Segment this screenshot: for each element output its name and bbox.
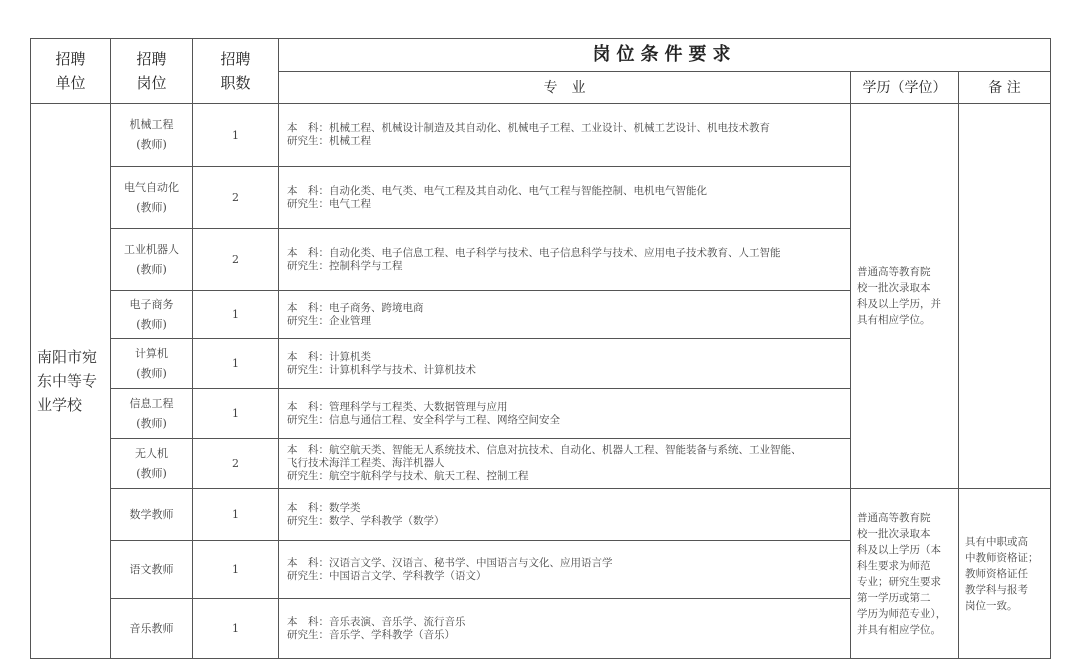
header-major: 专 业 bbox=[279, 72, 851, 104]
major-line: 本 科：自动化类、电子信息工程、电子科学与技术、电子信息科学与技术、应用电子技术教育、人工智能 bbox=[287, 246, 781, 259]
position-line: (教师) bbox=[136, 366, 167, 380]
remarks-line: 岗位一致。 bbox=[965, 599, 1018, 612]
header-unit: 招聘 单位 bbox=[31, 39, 111, 104]
major-line: 研究生：机械工程 bbox=[287, 135, 371, 147]
education-line: 专业；研究生要求 bbox=[857, 575, 941, 588]
major-line: 飞行技术海洋工程类、海洋机器人 bbox=[287, 457, 445, 469]
unit-name bbox=[31, 104, 111, 659]
remarks-line: 中教师资格证； bbox=[965, 551, 1039, 564]
education-line: 具有相应学位。 bbox=[857, 314, 931, 326]
count-cell: 2 bbox=[193, 229, 279, 291]
position-cell bbox=[111, 541, 193, 599]
position-line: 音乐教师 bbox=[129, 621, 174, 635]
education-line: 并具有相应学位。 bbox=[857, 623, 941, 636]
major-line: 研究生：电气工程 bbox=[287, 197, 371, 210]
header-education: 学历（学位） bbox=[851, 72, 959, 104]
position-line: (教师) bbox=[136, 200, 167, 214]
position-line: 机械工程 bbox=[129, 118, 174, 131]
header-requirements: 岗位条件要求 bbox=[279, 39, 1051, 72]
major-cell bbox=[279, 541, 851, 599]
position-line: 无人机 bbox=[135, 446, 168, 460]
count-cell: 1 bbox=[193, 389, 279, 439]
position-cell bbox=[111, 489, 193, 541]
major-line: 本 科：机械工程、机械设计制造及其自动化、机械电子工程、工业设计、机械工艺设计、机电技术教育 bbox=[287, 122, 770, 134]
major-line: 研究生：数学、学科教学（数学） bbox=[287, 514, 445, 527]
remarks-line: 具有中职或高 bbox=[965, 535, 1028, 548]
major-line: 研究生：信息与通信工程、安全科学与工程、网络空间安全 bbox=[287, 413, 560, 426]
remarks-cell-group2 bbox=[959, 489, 1051, 659]
position-cell bbox=[111, 104, 193, 167]
count-cell: 2 bbox=[193, 439, 279, 489]
major-cell bbox=[279, 104, 851, 167]
count-cell: 1 bbox=[193, 339, 279, 389]
unit-name-line: 业学校 bbox=[37, 396, 83, 414]
major-line: 本 科：自动化类、电气类、电气工程及其自动化、电气工程与智能控制、电机电气智能化 bbox=[287, 184, 707, 197]
education-cell-group2 bbox=[851, 489, 959, 659]
education-line: 第一学历或第二 bbox=[857, 591, 931, 604]
major-line: 本 科：汉语言文学、汉语言、秘书学、中国语言与文化、应用语言学 bbox=[287, 556, 613, 569]
major-line: 研究生：航空宇航科学与技术、航天工程、控制工程 bbox=[287, 470, 529, 482]
position-line: 信息工程 bbox=[129, 396, 174, 410]
major-line: 本 科：计算机类 bbox=[287, 350, 371, 363]
count-cell: 1 bbox=[193, 291, 279, 339]
education-line: 普通高等教育院 bbox=[857, 266, 931, 278]
major-line: 研究生：控制科学与工程 bbox=[287, 259, 403, 272]
position-cell bbox=[111, 389, 193, 439]
header-position: 招聘 岗位 bbox=[111, 39, 193, 104]
position-line: (教师) bbox=[136, 317, 167, 331]
unit-name-line: 东中等专 bbox=[37, 372, 98, 390]
major-line: 本 科：电子商务、跨境电商 bbox=[287, 301, 424, 314]
count-cell: 1 bbox=[193, 541, 279, 599]
count-cell: 1 bbox=[193, 599, 279, 659]
position-line: 工业机器人 bbox=[124, 242, 179, 256]
position-cell bbox=[111, 599, 193, 659]
unit-name-line: 南阳市宛 bbox=[37, 348, 98, 366]
major-line: 研究生：音乐学、学科教学（音乐） bbox=[287, 628, 455, 641]
major-cell bbox=[279, 489, 851, 541]
education-line: 校一批次录取本 bbox=[857, 282, 931, 294]
major-cell bbox=[279, 339, 851, 389]
position-line: 语文教师 bbox=[129, 562, 174, 576]
major-line: 本 科：航空航天类、智能无人系统技术、信息对抗技术、自动化、机器人工程、智能装备与系统、工业智能、 bbox=[287, 444, 802, 456]
major-cell bbox=[279, 291, 851, 339]
count-cell: 1 bbox=[193, 104, 279, 167]
position-line: (教师) bbox=[136, 138, 167, 151]
major-cell bbox=[279, 229, 851, 291]
education-line: 校一批次录取本 bbox=[857, 527, 931, 540]
position-cell bbox=[111, 229, 193, 291]
position-line: (教师) bbox=[136, 416, 167, 430]
remarks-cell-empty bbox=[959, 104, 1051, 489]
position-line: 数学教师 bbox=[129, 507, 174, 521]
position-line: (教师) bbox=[136, 466, 167, 480]
position-line: 电气自动化 bbox=[124, 180, 179, 194]
education-line: 普通高等教育院 bbox=[857, 511, 931, 524]
count-cell: 2 bbox=[193, 167, 279, 229]
major-line: 研究生：计算机科学与技术、计算机技术 bbox=[287, 363, 476, 376]
education-line: 科及以上学历（本 bbox=[857, 543, 941, 556]
position-line: 计算机 bbox=[135, 346, 168, 360]
education-line: 科及以上学历，并 bbox=[857, 298, 941, 310]
remarks-line: 教师资格证任 bbox=[965, 567, 1028, 580]
education-line: 学历为师范专业）， bbox=[857, 607, 947, 620]
education-line: 科生要求为师范 bbox=[857, 559, 931, 572]
education-cell-group1 bbox=[851, 104, 959, 489]
position-cell bbox=[111, 439, 193, 489]
remarks-line: 教学科与报考 bbox=[965, 583, 1028, 596]
recruitment-table bbox=[30, 38, 1051, 659]
count-cell: 1 bbox=[193, 489, 279, 541]
major-line: 本 科：管理科学与工程类、大数据管理与应用 bbox=[287, 400, 508, 413]
position-cell bbox=[111, 167, 193, 229]
header-count: 招聘 职数 bbox=[193, 39, 279, 104]
major-line: 本 科：音乐表演、音乐学、流行音乐 bbox=[287, 615, 466, 628]
major-line: 研究生：企业管理 bbox=[287, 314, 371, 327]
major-line: 研究生：中国语言文学、学科教学（语文） bbox=[287, 569, 487, 582]
position-line: (教师) bbox=[136, 262, 167, 276]
table-row bbox=[31, 489, 1051, 541]
position-cell bbox=[111, 339, 193, 389]
major-cell bbox=[279, 599, 851, 659]
header-remarks: 备 注 bbox=[959, 72, 1051, 104]
major-cell bbox=[279, 389, 851, 439]
position-line: 电子商务 bbox=[129, 297, 174, 311]
major-cell bbox=[279, 439, 851, 489]
position-cell bbox=[111, 291, 193, 339]
major-line: 本 科：数学类 bbox=[287, 501, 361, 514]
major-cell bbox=[279, 167, 851, 229]
table-row bbox=[31, 104, 1051, 167]
